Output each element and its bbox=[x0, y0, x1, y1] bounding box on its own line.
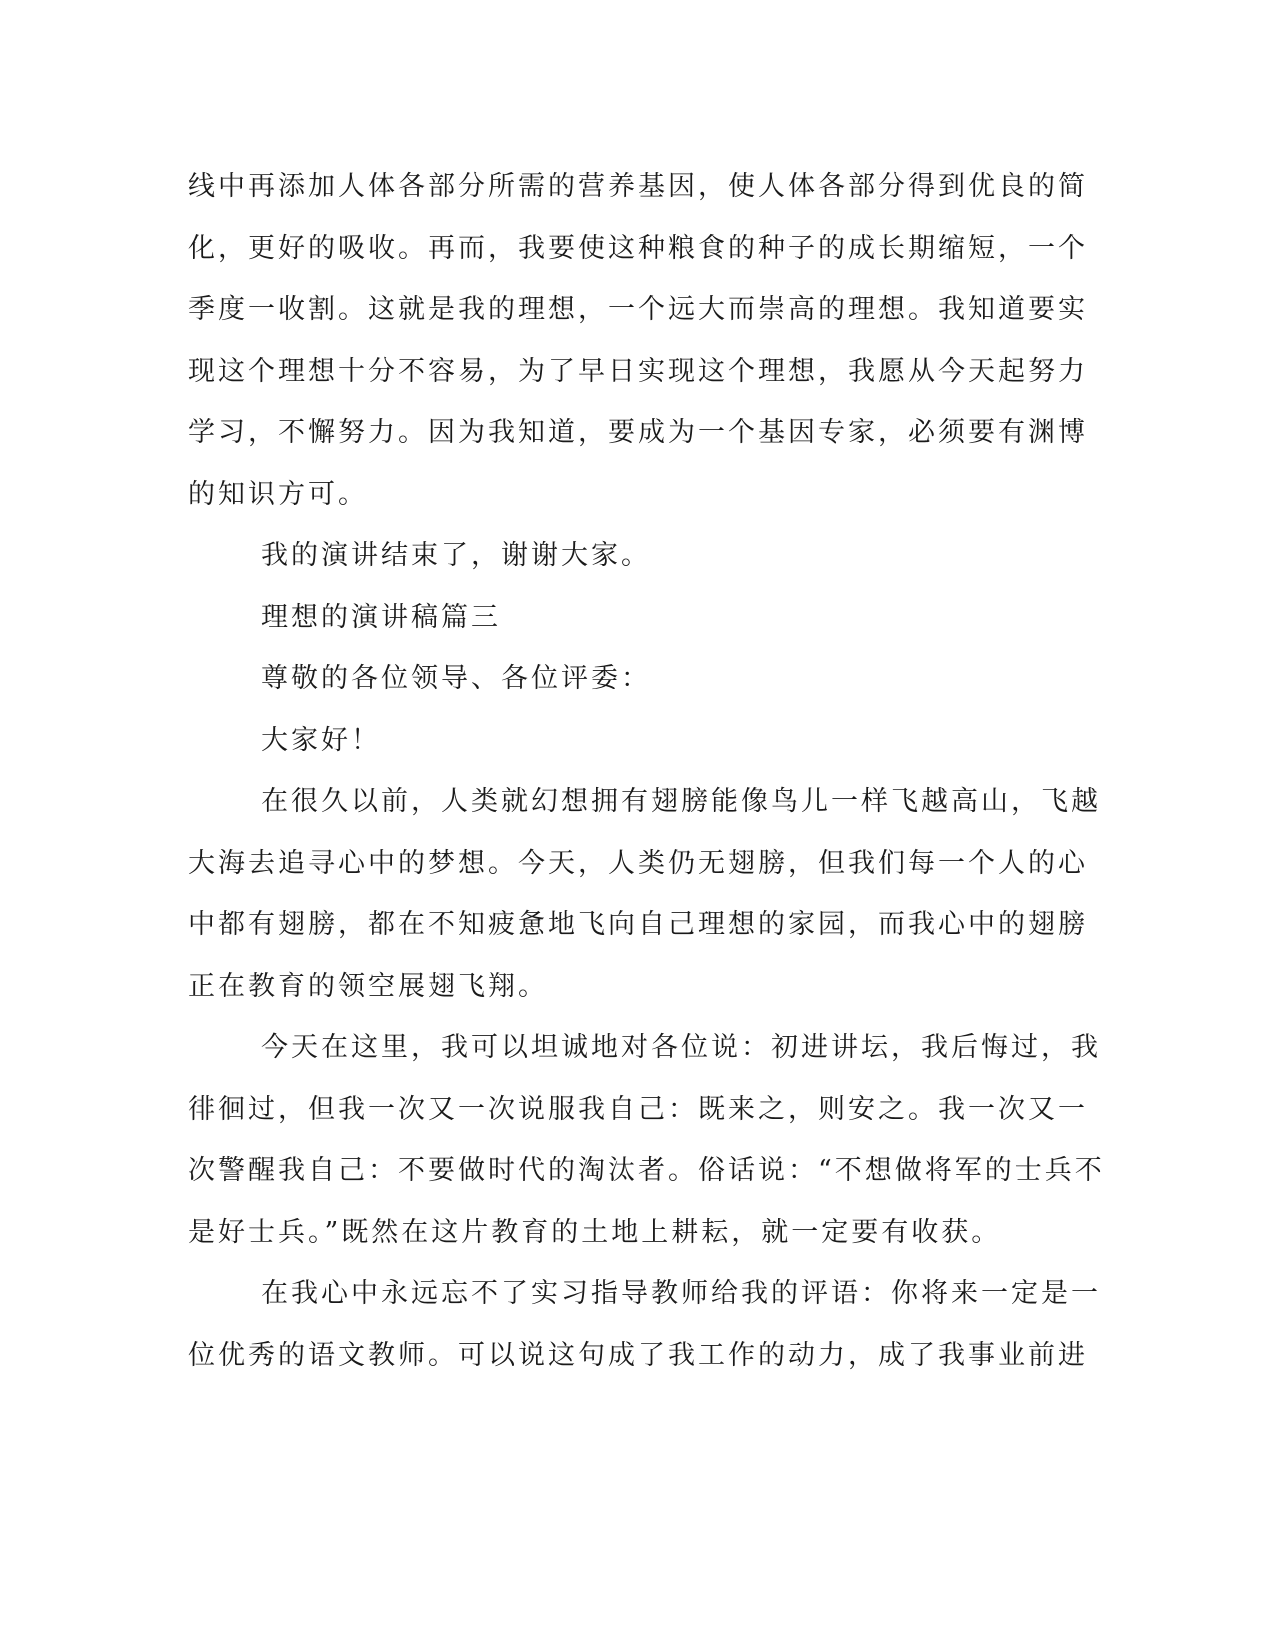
section-heading: 理想的演讲稿篇三 bbox=[261, 601, 501, 633]
text-line: 学习，不懈努力。因为我知道，要成为一个基因专家，必须要有渊博 bbox=[188, 417, 1088, 448]
text-line: 化，更好的吸收。再而，我要使这种粮食的种子的成长期缩短，一个 bbox=[188, 232, 1088, 264]
text-line: 现这个理想十分不容易，为了早日实现这个理想，我愿从今天起努力 bbox=[188, 355, 1088, 387]
text-line: 次警醒我自己：不要做时代的淘汰者。俗话说：“不想做将军的士兵不 bbox=[188, 1155, 1105, 1186]
text-line: 中都有翅膀，都在不知疲惫地飞向自己理想的家园，而我心中的翅膀 bbox=[188, 909, 1088, 940]
text-line: 大海去追寻心中的梦想。今天，人类仍无翅膀，但我们每一个人的心 bbox=[188, 847, 1088, 879]
text-line: 徘徊过，但我一次又一次说服我自己：既来之，则安之。我一次又一 bbox=[188, 1093, 1088, 1125]
text-line: 是好士兵。”既然在这片教育的土地上耕耘，就一定要有收获。 bbox=[188, 1216, 1002, 1248]
body-text bbox=[188, 156, 1105, 1386]
salutation: 尊敬的各位领导、各位评委： bbox=[261, 663, 651, 694]
greeting: 大家好！ bbox=[261, 724, 381, 756]
text-line: 的知识方可。 bbox=[188, 478, 368, 510]
text-line: 在很久以前，人类就幻想拥有翅膀能像鸟儿一样飞越高山，飞越 bbox=[261, 786, 1101, 817]
text-line: 今天在这里，我可以坦诚地对各位说：初进讲坛，我后悔过，我 bbox=[261, 1032, 1101, 1063]
text-line: 季度一收割。这就是我的理想，一个远大而崇高的理想。我知道要实 bbox=[188, 294, 1088, 325]
text-line: 正在教育的领空展翅飞翔。 bbox=[188, 970, 548, 1002]
text-line: 在我心中永远忘不了实习指导教师给我的评语：你将来一定是一 bbox=[261, 1278, 1101, 1309]
closing-line: 我的演讲结束了，谢谢大家。 bbox=[261, 540, 651, 571]
text-line: 线中再添加人体各部分所需的营养基因，使人体各部分得到优良的简 bbox=[188, 171, 1088, 202]
text-line: 位优秀的语文教师。可以说这句成了我工作的动力，成了我事业前进 bbox=[188, 1339, 1088, 1371]
